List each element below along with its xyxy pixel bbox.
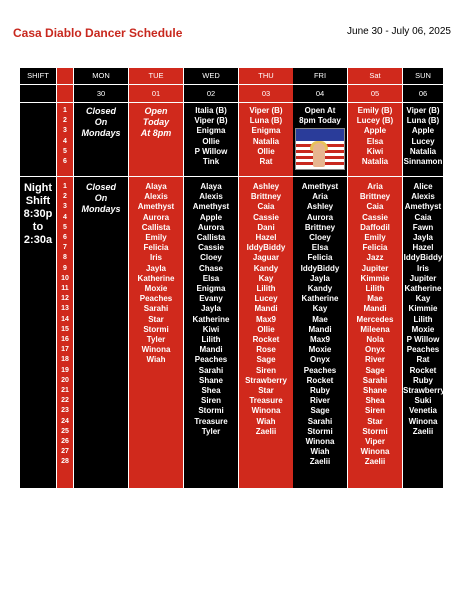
- dancer-name: Apple: [363, 126, 387, 136]
- dancer-name: Stormi: [362, 426, 388, 436]
- dancer-name: Enigma: [251, 126, 281, 136]
- dancer-name: Aurora: [306, 212, 334, 222]
- night-slot-number: 1: [63, 183, 67, 190]
- day-slot-number: 5: [63, 147, 67, 155]
- night-shift-cell: [74, 182, 128, 215]
- dancer-name: Stormi: [307, 426, 333, 436]
- dancer-name: Winona: [141, 345, 171, 355]
- dancer-name: Aurora: [142, 212, 170, 222]
- dancer-name: Katherine: [404, 284, 442, 294]
- dancer-name: Luna (B): [249, 116, 283, 126]
- dancer-name: Kimmie: [408, 304, 438, 314]
- night-slot-number: 9: [63, 264, 67, 272]
- dancer-name: Iris: [149, 253, 162, 263]
- dancer-name: Winona: [305, 437, 335, 447]
- dancer-name: Sage: [310, 406, 330, 416]
- day-column-mon: [74, 68, 128, 488]
- dancer-name: Enigma: [196, 284, 226, 294]
- day-date: 04: [315, 89, 325, 98]
- dancer-name: Viper (B): [406, 106, 440, 115]
- dancer-name: Stormi: [198, 406, 224, 416]
- dancer-name: Natalia: [361, 157, 389, 167]
- dancer-name: Treasure: [194, 416, 228, 426]
- night-slot-number: 2: [63, 193, 67, 201]
- day-slot-number: 1: [63, 107, 67, 114]
- dancer-name: River: [309, 396, 330, 406]
- dancer-name: Mondays: [81, 128, 121, 138]
- night-slot-number: 15: [61, 325, 69, 333]
- day-date: 05: [370, 89, 380, 98]
- dancer-name: Star: [367, 416, 383, 426]
- dancer-name: Mileena: [360, 324, 390, 334]
- dancer-name: Enigma: [196, 126, 226, 136]
- dancer-name: At 8pm: [140, 128, 172, 138]
- dancer-name: Katherine: [137, 273, 175, 283]
- dancer-name: Moxie: [411, 324, 435, 334]
- dancer-name: Lilith: [201, 335, 221, 345]
- shift-header: SHIFT: [27, 71, 49, 80]
- dancer-name: Caia: [257, 202, 275, 212]
- dancer-name: 8pm Today: [299, 116, 341, 126]
- dancer-name: Closed: [85, 182, 116, 192]
- dancer-name: Apple: [199, 212, 223, 222]
- dancer-name: Venetia: [408, 406, 437, 416]
- day-column-thu: [239, 68, 293, 488]
- dancer-name: Natalia: [252, 136, 280, 146]
- dancer-name: Treasure: [249, 396, 283, 406]
- night-shift-cell: [293, 182, 347, 468]
- dancer-name: Emily (B): [357, 106, 393, 115]
- day-header: TUE: [148, 71, 164, 80]
- schedule-title: Casa Diablo Dancer Schedule: [13, 26, 183, 40]
- day-slot-number: 3: [63, 127, 67, 135]
- dancer-name: Stormi: [143, 324, 169, 334]
- night-slot-number: 28: [61, 458, 69, 466]
- night-shift-label: Night Shift 8:30p to 2:30a: [23, 182, 53, 246]
- day-date: 06: [418, 89, 428, 98]
- night-slot-number: 18: [61, 356, 69, 364]
- dancer-name: Hazel: [412, 243, 434, 253]
- dancer-name: Kandy: [253, 263, 279, 273]
- day-shift-cell: [184, 106, 238, 176]
- dancer-name: Brittney: [359, 192, 391, 202]
- dancer-name: Rose: [256, 345, 276, 355]
- day-slot-number: 4: [63, 137, 67, 145]
- dancer-name: Sinnamon: [403, 157, 443, 167]
- dancer-name: Rocket: [409, 365, 437, 375]
- dancer-name: Max9: [255, 314, 276, 324]
- dancer-name: Winona: [360, 447, 390, 457]
- night-slot-number: 22: [61, 397, 69, 405]
- day-slot-number: 2: [63, 117, 67, 125]
- dancer-name: P Willow: [406, 335, 440, 345]
- dancer-name: Kiwi: [366, 146, 384, 156]
- dancer-name: Felicia: [307, 253, 333, 263]
- night-shift-cell: [129, 182, 183, 366]
- day-shift-cell: [239, 106, 293, 176]
- dancer-name: Kiwi: [202, 324, 220, 334]
- dancer-name: P Willow: [194, 146, 228, 156]
- dancer-name: Mae: [312, 314, 328, 324]
- night-shift-cell: [239, 182, 293, 437]
- dancer-name: Mandi: [363, 304, 387, 314]
- dancer-name: Jayla: [200, 304, 222, 314]
- night-shift-cell: [348, 182, 402, 468]
- dancer-name: Cloey: [309, 233, 331, 243]
- night-slot-number: 19: [61, 366, 69, 374]
- dancer-name: Alaya: [200, 182, 222, 191]
- dancer-name: Sarahi: [362, 375, 388, 385]
- dancer-name: Viper (B): [249, 106, 283, 115]
- dancer-name: Hazel: [255, 233, 277, 243]
- dancer-name: Peaches: [194, 355, 228, 365]
- dancer-name: Alexis: [144, 192, 168, 202]
- dancer-name: Kandy: [307, 284, 333, 294]
- dancer-name: Open: [144, 106, 168, 116]
- dancer-name: Peaches: [406, 345, 440, 355]
- dancer-name: Cassie: [253, 212, 279, 222]
- dancer-name: Sarahi: [198, 365, 224, 375]
- dancer-name: Shane: [198, 375, 223, 385]
- dancer-name: Chase: [198, 263, 223, 273]
- dancer-name: Suki: [414, 396, 432, 406]
- dancer-name: Caia: [414, 212, 432, 222]
- night-slot-number: 4: [63, 213, 67, 221]
- day-column-fri: [293, 68, 347, 488]
- dancer-name: Brittney: [304, 222, 336, 232]
- dancer-name: Lilith: [413, 314, 433, 324]
- dancer-name: Cloey: [200, 253, 222, 263]
- dancer-name: Felicia: [362, 243, 388, 253]
- day-header: SUN: [415, 71, 431, 80]
- night-slot-number: 3: [63, 203, 67, 211]
- dancer-name: Winona: [251, 406, 281, 416]
- dancer-name: Luna (B): [406, 116, 440, 126]
- dancer-name: Ruby: [413, 375, 433, 385]
- day-shift-cell: [293, 106, 347, 176]
- day-date: 02: [206, 89, 216, 98]
- dancer-name: Mercedes: [356, 314, 394, 324]
- dancer-name: Zaelii: [255, 426, 277, 436]
- night-slot-number: 6: [63, 234, 67, 242]
- night-slot-number: 24: [61, 417, 69, 425]
- dancer-name: Alexis: [411, 192, 435, 202]
- night-shift-cell: [403, 182, 443, 437]
- day-shift-cell: [348, 106, 402, 176]
- dancer-name: Emily: [364, 233, 386, 243]
- dancer-name: Moxie: [144, 284, 168, 294]
- promo-flag-image: [295, 128, 345, 170]
- date-range: June 30 - July 06, 2025: [347, 26, 451, 37]
- dancer-name: Lilith: [365, 284, 385, 294]
- dancer-name: Ashley: [252, 182, 280, 191]
- day-shift-cell: [403, 106, 443, 176]
- day-slot-numbers: [57, 106, 73, 176]
- night-slot-number: 26: [61, 438, 69, 446]
- dancer-name: Apple: [411, 126, 435, 136]
- dancer-name: Callista: [141, 222, 171, 232]
- day-slot-number: 6: [63, 158, 67, 166]
- shift-column: [20, 68, 56, 488]
- dancer-name: Cassie: [198, 243, 224, 253]
- night-slot-number: 27: [61, 448, 69, 456]
- dancer-name: Onyx: [364, 345, 385, 355]
- dancer-name: Siren: [200, 396, 221, 406]
- day-date: 03: [261, 89, 271, 98]
- dancer-name: Sarahi: [307, 416, 333, 426]
- night-slot-number: 7: [63, 244, 67, 252]
- dancer-name: Mandi: [308, 324, 332, 334]
- dancer-name: Amethyst: [192, 202, 230, 212]
- dancer-name: Star: [258, 386, 274, 396]
- dancer-name: Caia: [366, 202, 384, 212]
- dancer-name: Kimmie: [360, 273, 390, 283]
- dancer-name: Italia (B): [195, 106, 227, 115]
- dancer-name: Evany: [199, 294, 223, 304]
- night-slot-number: 11: [61, 285, 69, 293]
- dancer-name: Shea: [365, 396, 385, 406]
- dancer-name: Dani: [257, 222, 275, 232]
- dancer-name: Siren: [364, 406, 385, 416]
- night-shift-cell: [184, 182, 238, 437]
- night-slot-number: 12: [61, 295, 69, 303]
- dancer-name: Iris: [416, 263, 429, 273]
- dancer-name: Sarahi: [143, 304, 169, 314]
- dancer-name: Jupiter: [361, 263, 389, 273]
- dancer-name: Rocket: [306, 375, 334, 385]
- night-slot-number: 8: [63, 254, 67, 262]
- dancer-name: Tink: [202, 157, 220, 167]
- dancer-name: Siren: [255, 365, 276, 375]
- dancer-name: Open At: [304, 106, 336, 115]
- dancer-name: IddyBiddy: [246, 243, 286, 253]
- dancer-name: Elsa: [311, 243, 329, 253]
- dancer-name: Ashley: [306, 202, 334, 212]
- dancer-name: Strawberry: [403, 386, 445, 396]
- dancer-name: Ruby: [310, 386, 330, 396]
- night-slot-number: 14: [61, 315, 69, 323]
- dancer-name: Aria: [312, 192, 328, 202]
- dancer-name: Alice: [413, 182, 433, 191]
- dancer-name: Nola: [366, 335, 384, 345]
- dancer-name: Shea: [201, 386, 221, 396]
- dancer-name: Rat: [259, 157, 273, 167]
- night-slot-number: 21: [61, 387, 69, 395]
- day-date: 30: [96, 89, 106, 98]
- day-header: FRI: [313, 71, 327, 80]
- dancer-name: Tyler: [146, 335, 166, 345]
- day-column-sun: [403, 68, 443, 488]
- dancer-name: Jaguar: [252, 253, 280, 263]
- day-header: THU: [258, 71, 274, 80]
- dancer-name: Alaya: [145, 182, 167, 191]
- dancer-name: Jayla: [309, 273, 331, 283]
- dancer-name: Emily: [145, 233, 167, 243]
- dancer-name: Viper (B): [194, 116, 228, 126]
- night-slot-number: 13: [61, 305, 69, 313]
- dancer-name: Rat: [416, 355, 430, 365]
- night-slot-number: 20: [61, 376, 69, 384]
- dancer-name: Jupiter: [409, 273, 437, 283]
- dancer-name: Tyler: [201, 426, 221, 436]
- dancer-name: Onyx: [309, 355, 330, 365]
- day-column-tue: [129, 68, 183, 488]
- dancer-name: Elsa: [366, 136, 384, 146]
- dancer-name: Amethyst: [137, 202, 175, 212]
- night-slot-number: 17: [61, 346, 69, 354]
- dancer-name: Aria: [367, 182, 383, 191]
- dancer-name: IddyBiddy: [403, 253, 443, 263]
- dancer-name: Zaelii: [364, 457, 386, 467]
- dancer-name: On: [94, 117, 108, 127]
- dancer-name: Ollie: [257, 324, 275, 334]
- dancer-name: Jayla: [412, 233, 434, 243]
- dancer-name: Jayla: [145, 263, 167, 273]
- night-slot-numbers: [57, 182, 73, 468]
- night-slot-number: 5: [63, 223, 67, 231]
- dancer-name: Alexis: [199, 192, 223, 202]
- dancer-name: River: [364, 355, 385, 365]
- day-header: WED: [202, 71, 220, 80]
- dancer-name: Brittney: [250, 192, 282, 202]
- dancer-name: Katherine: [301, 294, 339, 304]
- dancer-name: Star: [148, 314, 164, 324]
- dancer-name: Natalia: [409, 146, 437, 156]
- dancer-name: Amethyst: [404, 202, 442, 212]
- dancer-name: Lucey: [254, 294, 278, 304]
- dancer-name: Strawberry: [245, 375, 287, 385]
- dancer-name: Rocket: [252, 335, 280, 345]
- dancer-name: Ollie: [257, 146, 275, 156]
- dancer-name: Sage: [256, 355, 276, 365]
- slot-number-column: [57, 68, 73, 488]
- schedule-table: [20, 68, 443, 488]
- dancer-name: Daffodil: [360, 222, 390, 232]
- day-shift-cell: [129, 106, 183, 176]
- night-slot-number: 25: [61, 427, 69, 435]
- dancer-name: Today: [142, 117, 170, 127]
- dancer-name: Jazz: [366, 253, 384, 263]
- day-shift-cell: [74, 106, 128, 176]
- dancer-name: Winona: [408, 416, 438, 426]
- dancer-name: Mondays: [81, 204, 121, 214]
- dancer-name: Shane: [362, 386, 387, 396]
- dancer-name: Felicia: [143, 243, 169, 253]
- dancer-name: Kay: [258, 273, 274, 283]
- dancer-name: Closed: [85, 106, 116, 116]
- dancer-name: Kay: [312, 304, 328, 314]
- dancer-name: On: [94, 193, 108, 203]
- dancer-name: Fawn: [412, 222, 434, 232]
- dancer-name: Cassie: [362, 212, 388, 222]
- dancer-name: Max9: [309, 335, 330, 345]
- dancer-name: Mandi: [199, 345, 223, 355]
- dancer-name: Sage: [365, 365, 385, 375]
- dancer-name: Peaches: [139, 294, 173, 304]
- day-header: Sat: [369, 71, 381, 80]
- dancer-name: Kay: [415, 294, 431, 304]
- night-slot-number: 23: [61, 407, 69, 415]
- night-slot-number: 16: [61, 336, 69, 344]
- night-slot-number: 10: [61, 274, 69, 282]
- dancer-name: Wiah: [146, 355, 166, 365]
- dancer-name: Callista: [196, 233, 226, 243]
- dancer-name: Zaelii: [412, 426, 434, 436]
- dancer-name: Viper: [365, 437, 385, 447]
- dancer-name: IddyBiddy: [300, 263, 340, 273]
- day-column-sat: [348, 68, 402, 488]
- dancer-name: Lucey: [411, 136, 435, 146]
- dancer-name: Wiah: [310, 447, 330, 457]
- dancer-name: Lucey (B): [356, 116, 394, 126]
- dancer-name: Mae: [367, 294, 383, 304]
- dancer-name: Wiah: [256, 416, 276, 426]
- dancer-name: Amethyst: [301, 182, 339, 191]
- dancer-name: Aurora: [197, 222, 225, 232]
- dancer-name: Lilith: [256, 284, 276, 294]
- dancer-name: Elsa: [202, 273, 220, 283]
- day-date: 01: [151, 89, 161, 98]
- dancer-name: Moxie: [308, 345, 332, 355]
- dancer-name: Katherine: [192, 314, 230, 324]
- dancer-name: Zaelii: [309, 457, 331, 467]
- dancer-name: Mandi: [254, 304, 278, 314]
- dancer-name: Ollie: [202, 136, 220, 146]
- dancer-name: Peaches: [303, 365, 337, 375]
- day-header: MON: [92, 71, 110, 80]
- day-column-wed: [184, 68, 238, 488]
